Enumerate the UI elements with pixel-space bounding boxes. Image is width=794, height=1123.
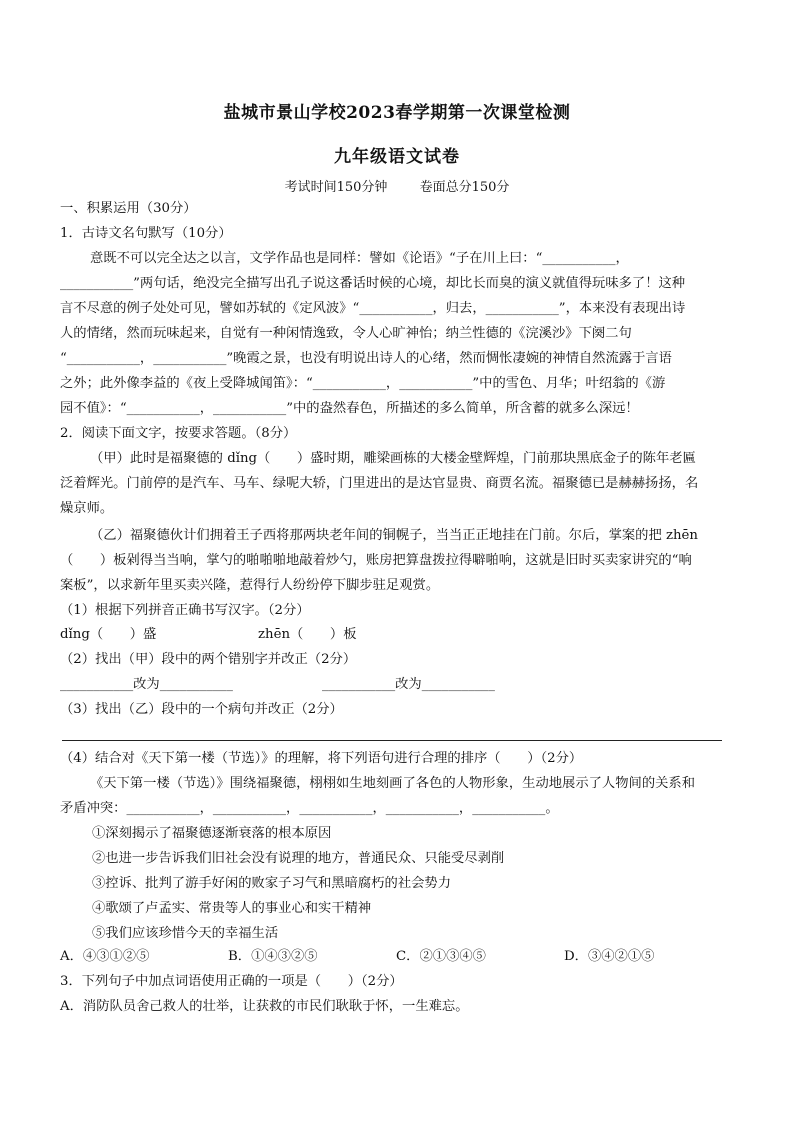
q2-sub4-text: 《天下第一楼（节选）》围绕福聚德，栩栩如生地刻画了各色的人物形象，生动地展示了人物间的关系和 [90, 776, 696, 791]
q3-option-a: A．消防队员舍己救人的壮举，让获救的市民们耿耿于怀，一生难忘。 [60, 999, 469, 1014]
q2-sub3: （3）找出（乙）段中的一个病句并改正（2分） [60, 702, 343, 717]
q2-para-a-line: 燥京师。 [60, 501, 114, 516]
q1-line: 园不值》：“___________，___________”中的盎然春色，所描述的多么简单，所含蓄的就多么深远！ [60, 401, 639, 416]
sequence-item: ①深刻揭示了福聚德逐渐衰落的根本原因 [92, 826, 332, 841]
choice-a[interactable]: A．④③①②⑤ [60, 949, 150, 964]
exam-subtitle: 九年级语文试卷 [334, 147, 460, 167]
q1-line: ___________”两句话，绝没完全描写出孔子说这番话时候的心境，却比长而臭的演义就值得玩味多了！这种 [60, 276, 686, 291]
sequence-item: ④歌颂了卢孟实、常贵等人的事业心和实干精神 [92, 901, 372, 916]
q2-sub1: （1）根据下列拼音正确书写汉字。（2分） [60, 603, 310, 618]
sequence-item: ③控诉、批判了游手好闲的败家子习气和黑暗腐朽的社会势力 [92, 876, 452, 891]
q1-line: 之外；此外像李益的《夜上受降城闻笛》：“___________，___________”中的雪色、月华；叶绍翁的《游 [60, 376, 666, 391]
q1-line: “___________，___________”晚霞之景，也没有明说出诗人的心绪，然而惆怅凄婉的神情自然流露于言语 [60, 351, 672, 366]
sequence-item: ⑤我们应该珍惜今天的幸福生活 [92, 926, 279, 941]
answer-choices [60, 948, 740, 966]
q2-para-b-line: （乙）福聚德伙计们拥着王子西将那两块老年间的铜幌子，当当正正地挂在门前。尔后，掌案的把 zhēn [90, 528, 698, 543]
q1-line: 人的情绪，然而玩味起来，自觉有一种闲情逸致，令人心旷神怡；纳兰性德的《浣溪沙》下阕二句 [60, 326, 632, 341]
exam-meta [0, 176, 794, 195]
q2-para-b-line: （ ）板剁得当当响，掌勺的啪啪啪地敲着炒勺，账房把算盘拨拉得噼啪响，这就是旧时买卖家讲究的“响 [60, 553, 692, 568]
q1-title: 1．古诗文名句默写（10分） [60, 226, 232, 241]
exam-time: 考试时间150分钟 [284, 180, 388, 195]
exam-title: 盐城市景山学校2023春学期第一次课堂检测 [223, 103, 571, 123]
q2-para-b-line: 案板”，以求新年里买卖兴隆，惹得行人纷纷停下脚步驻足观赏。 [60, 578, 440, 593]
q2-para-a-line: （甲）此时是福聚德的 dǐng（ ）盛时期，雕梁画栋的大楼金壁辉煌，门前那块黑底金子的陈年老匾 [90, 451, 696, 466]
section-heading: 一、积累运用（30分） [60, 201, 197, 216]
sequence-item: ②也进一步告诉我们旧社会没有说理的地方，普通民众、只能受尽剥削 [92, 851, 505, 866]
fix-blank-1: ___________改为___________ [60, 677, 233, 692]
q2-sub4-text: 矛盾冲突：___________，___________，___________，___________，___________。 [60, 801, 559, 816]
q2-sub4: （4）结合对《天下第一楼（节选）》的理解，将下列语句进行合理的排序（ ）（2分） [60, 751, 583, 766]
fix-blank-2: ___________改为___________ [322, 677, 495, 692]
choice-c[interactable]: C．②①③④⑤ [396, 949, 486, 964]
choice-d[interactable]: D．③④②①⑤ [564, 949, 655, 964]
answer-line [62, 740, 722, 741]
q2-para-a-line: 泛着辉光。门前停的是汽车、马车、绿呢大轿，门里进出的是达官显贵、商贾名流。福聚德已是赫赫扬扬，名 [60, 476, 699, 491]
q2-sub2: （2）找出（甲）段中的两个错别字并改正（2分） [60, 652, 357, 667]
q2-title: 2．阅读下面文字，按要求答题。（8分） [60, 426, 297, 441]
total-score: 卷面总分150分 [419, 180, 510, 195]
pinyin-zhen: zhēn（ ）板 [258, 627, 357, 642]
pinyin-ding: dǐng（ ）盛 [60, 627, 157, 642]
q1-line: 意既不可以完全达之以言，文学作品也是同样：譬如《论语》“子在川上曰：“___________， [90, 251, 629, 266]
q3-title: 3．下列句子中加点词语使用正确的一项是（ ）（2分） [60, 974, 403, 989]
choice-b[interactable]: B．①④③②⑤ [228, 949, 318, 964]
q1-line: 言不尽意的例子处处可见，譬如苏轼的《定风波》“___________，归去，___________”，本来没有表现出诗 [60, 301, 686, 316]
